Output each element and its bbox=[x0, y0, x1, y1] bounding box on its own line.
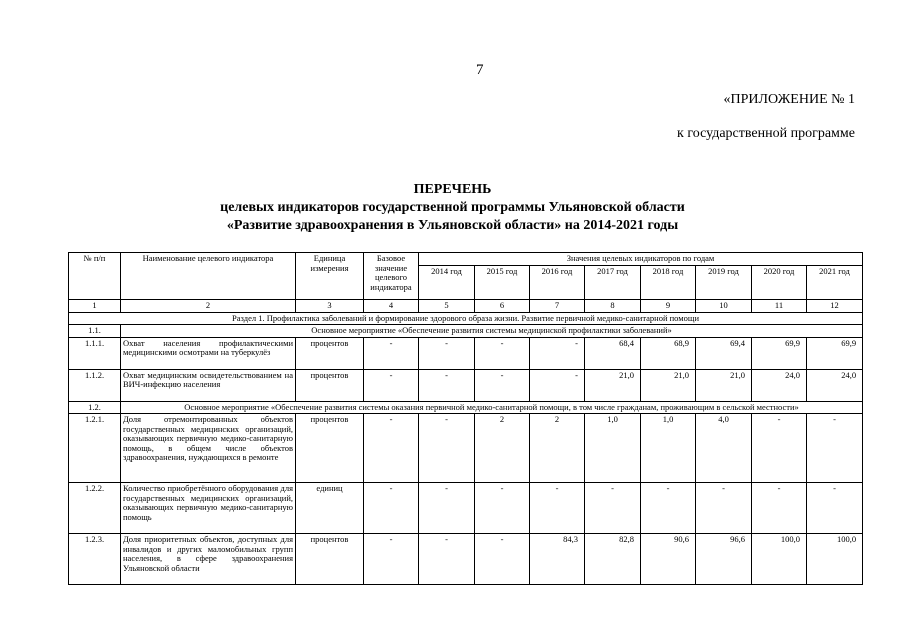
row-value: 96,6 bbox=[696, 534, 752, 585]
row-num: 1.2.1. bbox=[69, 414, 121, 483]
row-value: 68,4 bbox=[585, 337, 641, 369]
row-unit: единиц bbox=[296, 483, 364, 534]
header-year: 2016 год bbox=[530, 266, 585, 300]
row-value: 2 bbox=[475, 414, 530, 483]
column-number: 5 bbox=[419, 300, 475, 313]
row-value: 90,6 bbox=[641, 534, 696, 585]
table-row bbox=[69, 483, 863, 534]
header-year: 2021 год bbox=[807, 266, 863, 300]
row-value: 2 bbox=[530, 414, 585, 483]
column-number: 11 bbox=[752, 300, 807, 313]
page-number: 7 bbox=[476, 62, 484, 78]
row-value: 69,4 bbox=[696, 337, 752, 369]
header-values-group: Значения целевых индикаторов по годам bbox=[419, 253, 863, 266]
table-row bbox=[69, 414, 863, 483]
row-value: 1,0 bbox=[585, 414, 641, 483]
row-value: - bbox=[530, 483, 585, 534]
row-name: Доля отремонтированных объектов государственных медицинских организаций, оказывающих первичную медико-санитарную помощь, в общем числе объектов здравоохранения, нуждающихся в ремонте bbox=[121, 414, 296, 483]
list-heading-line3: «Развитие здравоохранения в Ульяновской области» на 2014-2021 годы bbox=[226, 218, 679, 233]
row-num: 1.1.2. bbox=[69, 369, 121, 401]
row-value: - bbox=[475, 337, 530, 369]
section-title: Раздел 1. Профилактика заболеваний и формирование здорового образа жизни. Развитие первичной медико-санитарной помощи bbox=[69, 312, 863, 325]
row-value: 21,0 bbox=[696, 369, 752, 401]
row-value: - bbox=[475, 534, 530, 585]
list-heading-line2: целевых индикаторов государственной программы Ульяновской области bbox=[220, 200, 685, 215]
table-row bbox=[69, 369, 863, 401]
row-name: Доля приоритетных объектов, доступных для инвалидов и других маломобильных групп населения, в сфере здравоохранения Ульяновской области bbox=[121, 534, 296, 585]
row-base: - bbox=[364, 483, 419, 534]
row-unit: процентов bbox=[296, 534, 364, 585]
row-value: - bbox=[530, 337, 585, 369]
row-value: - bbox=[585, 483, 641, 534]
row-base: - bbox=[364, 414, 419, 483]
row-value: - bbox=[530, 369, 585, 401]
row-value: - bbox=[752, 414, 807, 483]
header-name: Наименование целевого индикатора bbox=[121, 253, 296, 300]
appendix-subtitle: к государственной программе bbox=[677, 126, 855, 141]
header-year: 2020 год bbox=[752, 266, 807, 300]
section-row bbox=[69, 312, 863, 325]
table-row bbox=[69, 534, 863, 585]
indicators-table bbox=[68, 252, 863, 585]
header-unit: Единица измерения bbox=[296, 253, 364, 300]
subsection-row bbox=[69, 325, 863, 338]
row-value: - bbox=[475, 483, 530, 534]
row-base: - bbox=[364, 369, 419, 401]
table-row bbox=[69, 337, 863, 369]
header-year: 2014 год bbox=[419, 266, 475, 300]
column-number: 7 bbox=[530, 300, 585, 313]
column-number: 9 bbox=[641, 300, 696, 313]
row-value: - bbox=[807, 414, 863, 483]
row-value: 84,3 bbox=[530, 534, 585, 585]
subsection-title: Основное мероприятие «Обеспечение развития системы оказания первичной медико-санитарной помощи, в том числе гражданам, проживающим в сельской местности» bbox=[121, 401, 863, 414]
row-value: - bbox=[419, 369, 475, 401]
row-value: - bbox=[419, 337, 475, 369]
row-num: 1.2.3. bbox=[69, 534, 121, 585]
row-value: 21,0 bbox=[641, 369, 696, 401]
column-number: 6 bbox=[475, 300, 530, 313]
header-year: 2019 год bbox=[696, 266, 752, 300]
column-number: 8 bbox=[585, 300, 641, 313]
row-value: - bbox=[475, 369, 530, 401]
row-value: - bbox=[696, 483, 752, 534]
header-base: Базовое значение целевого индикатора bbox=[364, 253, 419, 300]
row-value: 68,9 bbox=[641, 337, 696, 369]
row-value: - bbox=[419, 483, 475, 534]
row-value: 100,0 bbox=[752, 534, 807, 585]
row-unit: процентов bbox=[296, 369, 364, 401]
list-heading: ПЕРЕЧЕНЬ bbox=[413, 182, 492, 197]
row-name: Количество приобретённого оборудования для государственных медицинских организаций, оказывающих первичную медико-санитарную помощь bbox=[121, 483, 296, 534]
subsection-num: 1.1. bbox=[69, 325, 121, 338]
row-base: - bbox=[364, 534, 419, 585]
row-unit: процентов bbox=[296, 414, 364, 483]
row-base: - bbox=[364, 337, 419, 369]
subsection-title: Основное мероприятие «Обеспечение развития системы медицинской профилактики заболеваний» bbox=[121, 325, 863, 338]
column-number: 2 bbox=[121, 300, 296, 313]
row-value: 100,0 bbox=[807, 534, 863, 585]
row-num: 1.2.2. bbox=[69, 483, 121, 534]
header-year: 2018 год bbox=[641, 266, 696, 300]
column-number: 3 bbox=[296, 300, 364, 313]
subsection-row bbox=[69, 401, 863, 414]
row-value: 82,8 bbox=[585, 534, 641, 585]
column-number: 10 bbox=[696, 300, 752, 313]
row-value: - bbox=[419, 534, 475, 585]
row-value: - bbox=[807, 483, 863, 534]
row-value: 69,9 bbox=[752, 337, 807, 369]
header-num: № п/п bbox=[69, 253, 121, 300]
header-year: 2017 год bbox=[585, 266, 641, 300]
table-header-row bbox=[69, 253, 863, 266]
row-value: - bbox=[419, 414, 475, 483]
row-value: 1,0 bbox=[641, 414, 696, 483]
row-value: 4,0 bbox=[696, 414, 752, 483]
subsection-num: 1.2. bbox=[69, 401, 121, 414]
column-number: 4 bbox=[364, 300, 419, 313]
header-year: 2015 год bbox=[475, 266, 530, 300]
row-unit: процентов bbox=[296, 337, 364, 369]
row-name: Охват населения профилактическими медицинскими осмотрами на туберкулёз bbox=[121, 337, 296, 369]
appendix-title: «ПРИЛОЖЕНИЕ № 1 bbox=[723, 92, 855, 107]
row-num: 1.1.1. bbox=[69, 337, 121, 369]
row-value: - bbox=[752, 483, 807, 534]
column-numbers-row bbox=[69, 300, 863, 313]
column-number: 12 bbox=[807, 300, 863, 313]
row-name: Охват медицинским освидетельствованием на ВИЧ-инфекцию населения bbox=[121, 369, 296, 401]
row-value: 24,0 bbox=[807, 369, 863, 401]
column-number: 1 bbox=[69, 300, 121, 313]
row-value: 69,9 bbox=[807, 337, 863, 369]
row-value: 21,0 bbox=[585, 369, 641, 401]
row-value: - bbox=[641, 483, 696, 534]
row-value: 24,0 bbox=[752, 369, 807, 401]
